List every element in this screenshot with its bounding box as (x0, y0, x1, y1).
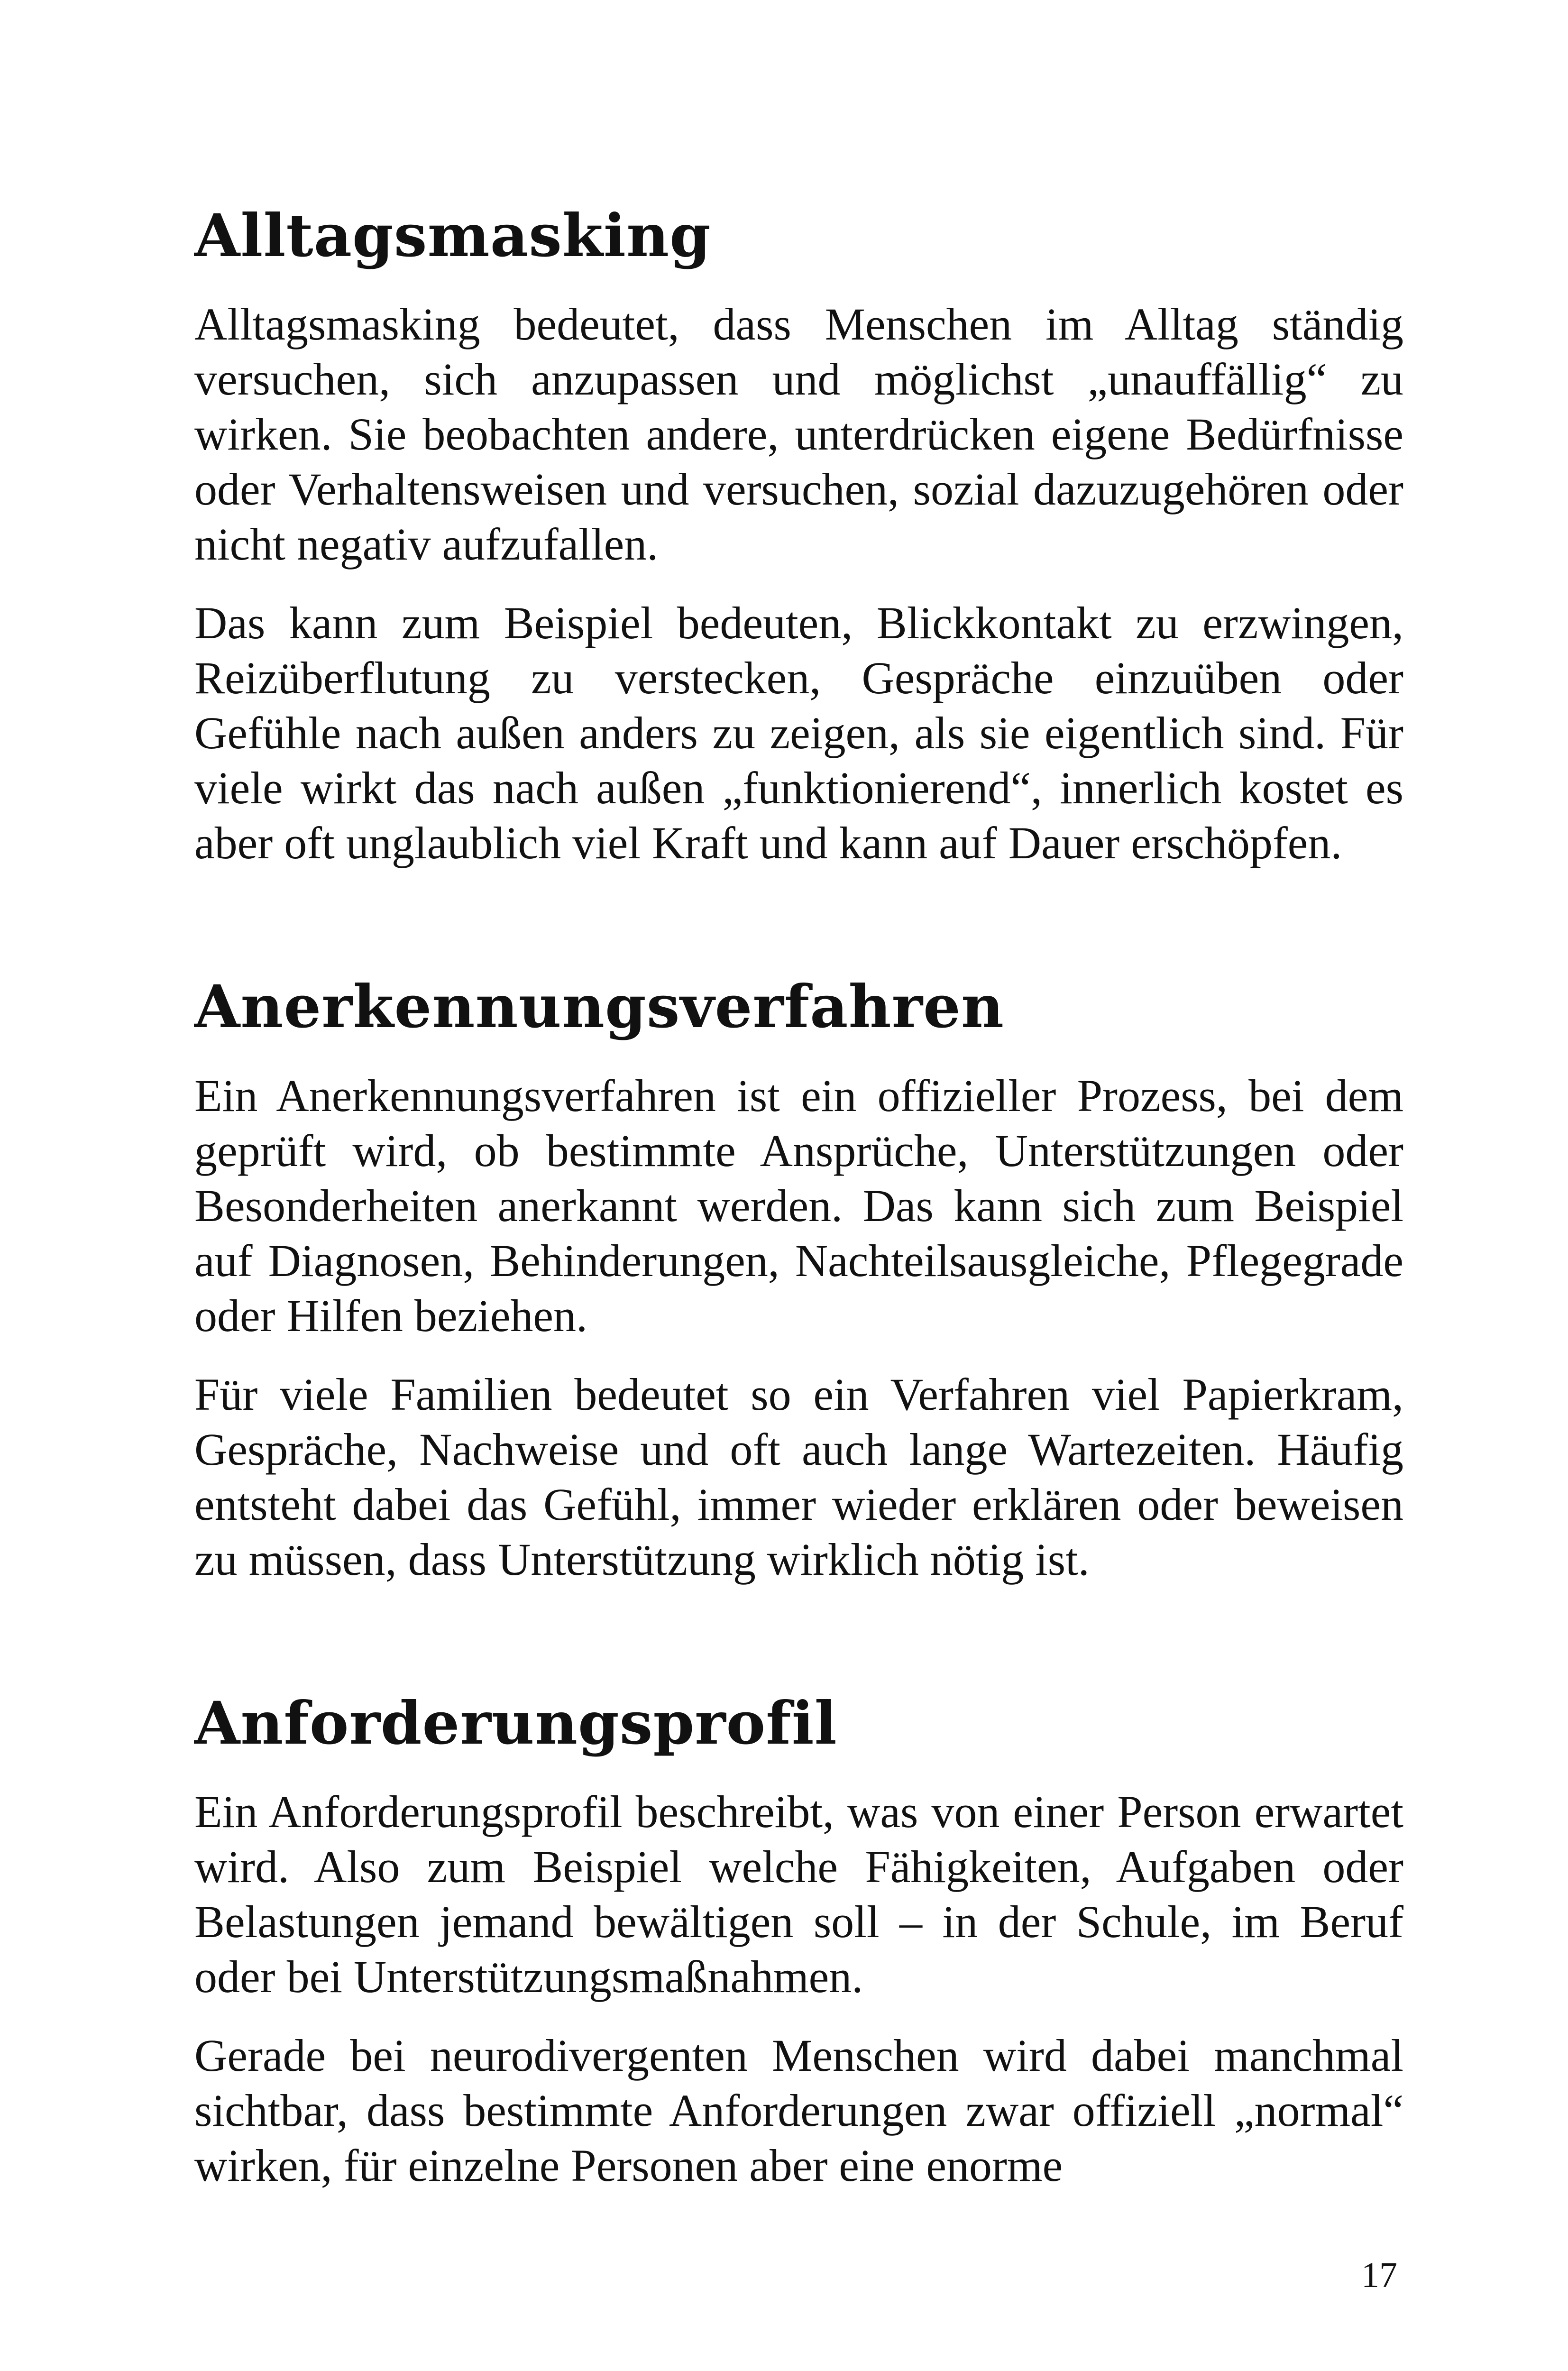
paragraph: Das kann zum Beispiel bedeuten, Blickkontakt zu erzwingen, Reizüberflutung zu verstecken, Gespräche einzuüben oder Gefühle nach außen anders zu zeigen, als sie eigentlich sind. Für viele wirkt das nach außen „funktionierend“, innerlich kostet es aber oft unglaublich viel Kraft und kann auf Dauer erschöpfen. (194, 597, 1403, 869)
section-heading: Anforderungsprofil (194, 1689, 837, 1758)
section-alltagsmasking (194, 204, 1403, 871)
paragraph: Für viele Familien bedeutet so ein Verfahren viel Papierkram, Gespräche, Nachweise und oft auch lange Wartezeiten. Häufig entsteht dabei das Gefühl, immer wieder erklären oder beweisen zu müssen, dass Unterstützung wirklich nötig ist. (194, 1369, 1403, 1585)
paragraph: Alltagsmasking bedeutet, dass Menschen im Alltag ständig versuchen, sich anzupassen und möglichst „unauffällig“ zu wirken. Sie beobachten andere, unterdrücken eigene Bedürfnisse oder Verhaltensweisen und versuchen, sozial dazuzugehören oder nicht negativ aufzufallen. (194, 299, 1403, 570)
paragraph: Gerade bei neurodivergenten Menschen wird dabei manchmal sichtbar, dass bestimmte Anforderungen zwar offiziell „normal“ wirken, für einzelne Personen aber eine enorme (194, 2030, 1403, 2191)
page-body (194, 204, 1403, 2217)
section-heading: Alltagsmasking (194, 202, 711, 270)
section-heading: Anerkennungsverfahren (194, 973, 1005, 1042)
section-anforderungsprofil (194, 1691, 1403, 2193)
paragraph: Ein Anerkennungsverfahren ist ein offizieller Prozess, bei dem geprüft wird, ob bestimmte Ansprüche, Unterstützungen oder Besonderheiten anerkannt werden. Das kann sich zum Beispiel auf Diagnosen, Behinderungen, Nachteilsausgleiche, Pflegegrade oder Hilfen beziehen. (194, 1070, 1403, 1341)
paragraph: Ein Anforderungsprofil beschreibt, was von einer Person erwartet wird. Also zum Beispiel welche Fähigkeiten, Aufgaben oder Belastungen jemand bewältigen soll – in der Schule, im Beruf oder bei Unterstützungsmaßnahmen. (194, 1786, 1403, 2003)
section-spacer (194, 1611, 1403, 1691)
page-number: 17 (1361, 2255, 1397, 2295)
section-spacer (194, 894, 1403, 975)
section-anerkennungsverfahren (194, 975, 1403, 1587)
